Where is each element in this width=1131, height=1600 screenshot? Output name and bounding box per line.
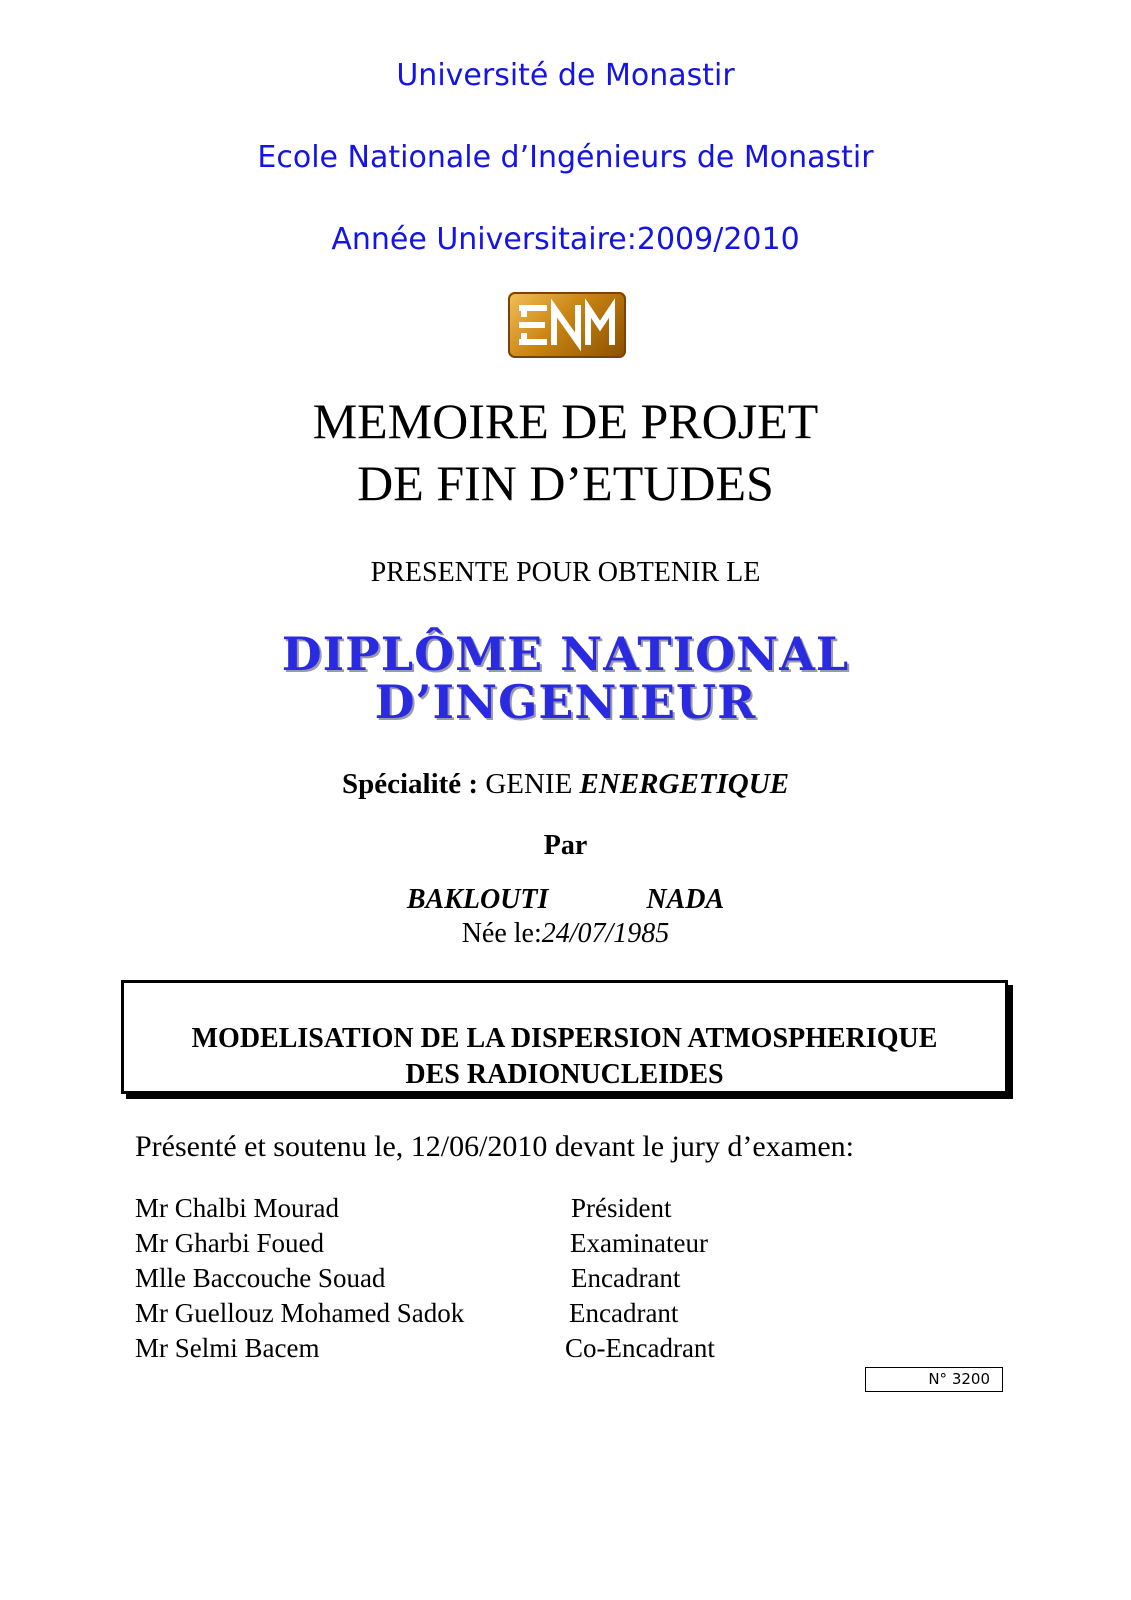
school-name: Ecole Nationale d’Ingénieurs de Monastir — [257, 140, 874, 175]
memoir-title-line-1: MEMOIRE DE PROJET — [312, 393, 819, 449]
presented-for: PRESENTE POUR OBTENIR LE — [370, 557, 761, 588]
jury-member-name: Mr Selmi Bacem — [135, 1333, 320, 1363]
subject-line-1: MODELISATION DE LA DISPERSION ATMOSPHERIQUE — [191, 1023, 938, 1054]
jury-member-name: Mlle Baccouche Souad — [135, 1263, 386, 1293]
enim-logo — [508, 292, 626, 358]
jury-member-name: Mr Gharbi Foued — [135, 1228, 324, 1258]
speciality-label: Spécialité : — [341, 768, 479, 800]
subject-line-2: DES RADIONUCLEIDES — [405, 1059, 724, 1090]
author-name — [0, 884, 1131, 916]
registration-number: N° 3200 — [865, 1367, 1003, 1392]
diploma-line-2: D’INGENIEUR — [374, 675, 757, 729]
jury-member-name: Mr Guellouz Mohamed Sadok — [135, 1298, 465, 1328]
memoir-title-line-2: DE FIN D’ETUDES — [357, 455, 774, 511]
jury-member-role: Encadrant — [569, 1298, 679, 1328]
diploma-line-1: DIPLÔME NATIONAL — [281, 627, 850, 681]
author-birth — [0, 918, 1131, 950]
birth-date: 24/07/1985 — [541, 918, 670, 949]
jury-member-role: Examinateur — [570, 1228, 708, 1258]
speciality-value-italic: ENERGETIQUE — [579, 768, 790, 800]
by-label: Par — [543, 830, 588, 861]
enim-logo-mark — [508, 292, 626, 358]
thesis-subject-box — [121, 980, 1008, 1094]
author-last-name: BAKLOUTI — [406, 884, 549, 915]
speciality — [0, 768, 1131, 801]
author-first-name: NADA — [646, 884, 725, 915]
academic-year: Année Universitaire:2009/2010 — [331, 222, 800, 257]
speciality-value: GENIE — [485, 768, 573, 800]
jury-member-role: Président — [571, 1193, 672, 1223]
birth-label: Née le: — [461, 918, 542, 949]
jury-member-name: Mr Chalbi Mourad — [135, 1193, 339, 1223]
jury-intro: Présenté et soutenu le, 12/06/2010 devant le jury d’examen: — [135, 1130, 854, 1163]
jury-member-role: Encadrant — [571, 1263, 681, 1293]
jury-member-role: Co-Encadrant — [565, 1333, 715, 1363]
university-name: Université de Monastir — [396, 58, 735, 93]
